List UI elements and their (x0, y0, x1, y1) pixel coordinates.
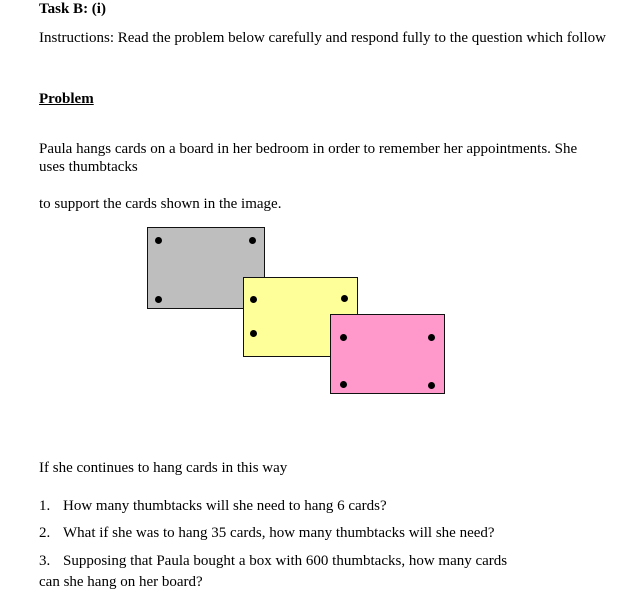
question-text: What if she was to hang 35 cards, how many thumbtacks will she need? (63, 525, 495, 541)
thumbtack (250, 330, 257, 337)
thumbtack (250, 296, 257, 303)
problem-line-2: uses thumbtacks (39, 159, 138, 175)
continuation-text: If she continues to hang cards in this way (39, 460, 288, 476)
question-number: 1. (39, 498, 51, 514)
instructions-text: Instructions: Read the problem below carefully and respond fully to the question which follow (39, 30, 606, 46)
thumbtack (155, 237, 162, 244)
pink-card (330, 314, 445, 394)
question-text: How many thumbtacks will she need to hang 6 cards? (63, 498, 387, 514)
thumbtack (340, 334, 347, 341)
question-text: Supposing that Paula bought a box with 600 thumbtacks, how many cards (63, 553, 508, 569)
thumbtack (249, 237, 256, 244)
question-number: 3. (39, 553, 51, 569)
thumbtack (340, 381, 347, 388)
thumbtack (341, 295, 348, 302)
question-number: 2. (39, 525, 51, 541)
thumbtack (428, 334, 435, 341)
question-1 (39, 497, 387, 516)
question-2 (39, 524, 495, 543)
thumbtack (428, 382, 435, 389)
thumbtack (155, 296, 162, 303)
problem-heading: Problem (39, 91, 94, 107)
question-3-continuation: can she hang on her board? (39, 574, 203, 590)
problem-line-1: Paula hangs cards on a board in her bedroom in order to remember her appointments. She (39, 141, 578, 157)
task-title: Task B: (i) (39, 1, 106, 17)
question-3 (39, 552, 507, 571)
problem-line-3: to support the cards shown in the image. (39, 196, 282, 212)
